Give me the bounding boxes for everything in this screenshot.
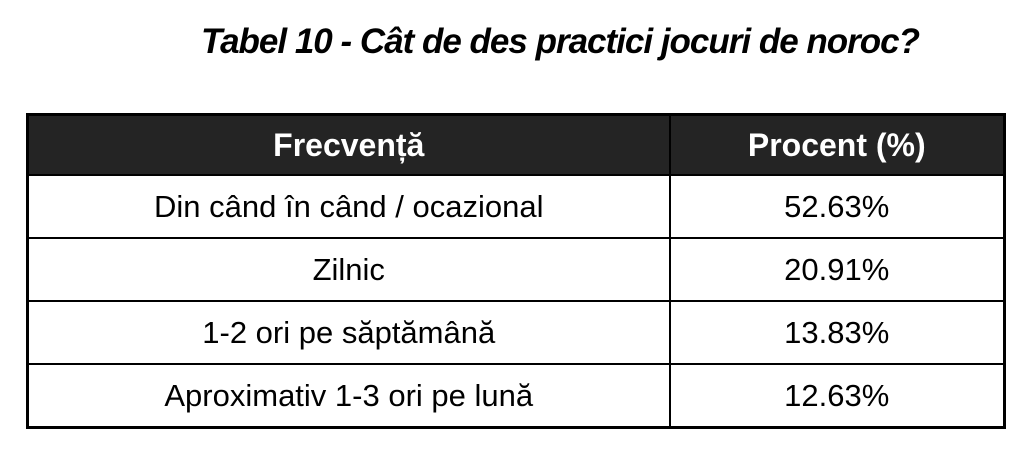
frequency-cell: Zilnic (28, 238, 670, 301)
percent-column-header: Procent (%) (670, 115, 1005, 176)
frequency-cell: Aproximativ 1-3 ori pe lună (28, 364, 670, 428)
table-title: Tabel 10 - Cât de des practici jocuri de noroc? (200, 22, 919, 61)
percent-cell: 52.63% (670, 175, 1005, 238)
frequency-cell: Din când în când / ocazional (28, 175, 670, 238)
table-row (28, 238, 1005, 301)
percent-cell: 13.83% (670, 301, 1005, 364)
percent-cell: 12.63% (670, 364, 1005, 428)
table-row (28, 175, 1005, 238)
table-row (28, 364, 1005, 428)
frequency-cell: 1-2 ori pe săptămână (28, 301, 670, 364)
header-row (28, 115, 1005, 176)
percent-cell: 20.91% (670, 238, 1005, 301)
frequency-column-header: Frecvență (28, 115, 670, 176)
table-row (28, 301, 1005, 364)
frequency-table (26, 113, 1006, 429)
